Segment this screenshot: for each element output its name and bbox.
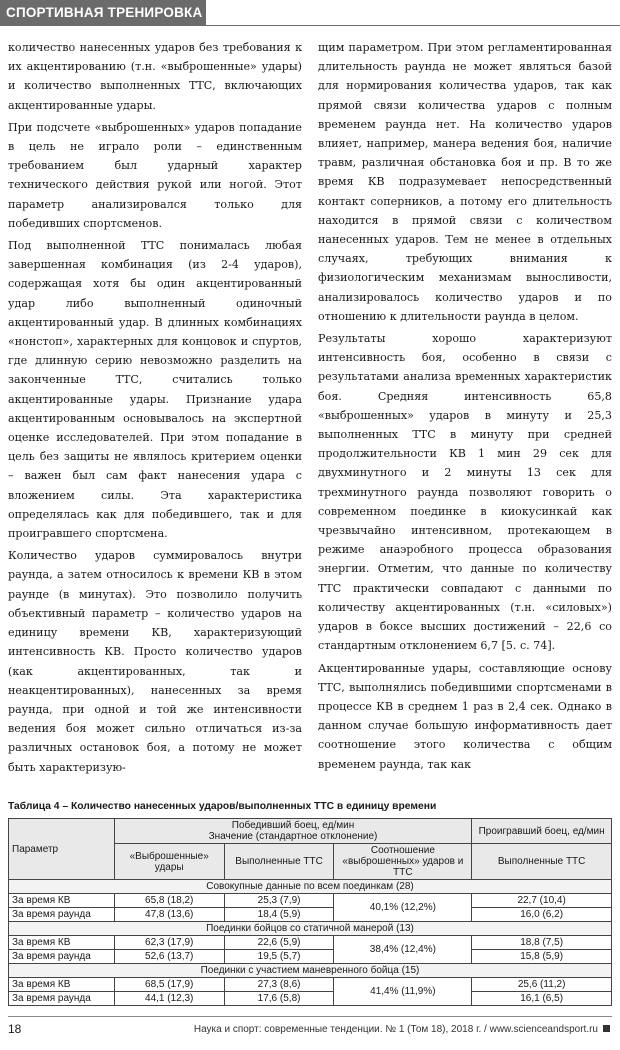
row-label: За время раунда [9,908,115,922]
winner-header [114,819,471,844]
left-text-column [8,38,302,780]
paragraph: Результаты хорошо характеризуют интенсивность боя, особенно в связи с результатами анализа временных характеристик боя. Средняя интенсивность 65,8 «выброшенных» ударов в минуту и 25,3 выполненных ТТС в минуту при средней продолжительности КВ 1 мин 29 сек для двухминутного и 2 минуты 13 сек для трехминутного раунда позволяют говорить о современном поединке в киокусинкай как чрезвычайно интенсивном, протекающем в режиме анаэробного процесса образования энергии. Отметим, что данные по количеству ТТС практически совпадают с данными по количеству акцентированных (т.н. «силовых») ударов в боксе высших достижений – 22,6 со стандартным отклонением 6,7 [5. с. 74]. [318,332,612,653]
cell-ratio: 41,4% (11,9%) [334,978,472,1006]
table-row [9,992,612,1006]
row-label: За время раунда [9,992,115,1006]
cell-loser-ttc: 18,8 (7,5) [472,936,612,950]
footer-rule [8,1016,612,1017]
group-title: Поединки бойцов со статичной манерой (13) [9,922,612,936]
cell-thrown: 68,5 (17,9) [114,978,224,992]
group-row [9,964,612,978]
cell-thrown: 62,3 (17,9) [114,936,224,950]
cell-loser-ttc: 25,6 (11,2) [472,978,612,992]
table-caption: Таблица 4 – Количество нанесенных ударов/выполненных ТТС в единицу времени [8,801,437,812]
cell-loser-ttc: 22,7 (10,4) [472,894,612,908]
cell-loser-ttc: 16,1 (6,5) [472,992,612,1006]
paragraph: количество нанесенных ударов без требования к их акцентированию (т.н. «выброшенные» удары) и количество выполненных ТТС, включающих акцентированные удары. [8,41,302,112]
thrown-strikes-header: «Выброшенные» удары [114,844,224,880]
table-row [9,894,612,908]
paragraph: При подсчете «выброшенных» ударов попадание в цель не играло роли – единственным требованием был ударный характер технического действия рукой или ногой. Этот параметр анализировался только для победивших спортсменов. [8,120,302,230]
paragraph: Акцентированные удары, составляющие основу ТТС, выполнялись победившими спортсменами в процессе КВ в среднем 1 раз в 2,4 сек. Однако в данном случае большую информативность дает соотношение этого количества с общим временем раунда, так как [318,661,612,771]
journal-info [194,1024,610,1035]
square-bullet-icon [603,1025,610,1032]
paragraph: Количество ударов суммировалось внутри раунда, а затем относилось к времени КВ в этом раунде (в минутах). Это позволило получить объективный параметр – количество ударов на единицу времени КВ, характеризующий интенсивность КВ. Просто количество ударов (как акцентированных, так и неакцентированных), нанесенных за время раунда, при одной и той же интенсивности ведения боя может сильно отличаться из-за различных остановок боя, а потому не может быть характеризую- [8,549,302,774]
table-row [9,978,612,992]
cell-winner-ttc: 22,6 (5,9) [224,936,334,950]
loser-ttc-header: Выполненные ТТС [472,844,612,880]
group-row [9,880,612,894]
cell-loser-ttc: 15,8 (5,9) [472,950,612,964]
page-number: 18 [8,1022,22,1036]
table-row [9,950,612,964]
results-table [8,818,612,1006]
group-row [9,922,612,936]
table-row [9,908,612,922]
header-rule [200,25,620,26]
cell-thrown: 44,1 (12,3) [114,992,224,1006]
param-header: Параметр [9,819,115,880]
winner-header-subtitle: Значение (стандартное отклонение) [208,831,378,842]
section-header: СПОРТИВНАЯ ТРЕНИРОВКА [0,0,206,26]
table-row [9,936,612,950]
paragraph: Под выполненной ТТС понималась любая завершенная комбинация (из 2-4 ударов), содержащая хотя бы один акцентированный удар либо выполненный одиночный акцентированный удар. В длинных комбинациях «нонстоп», характерных для концовок и спуртов, где длинную серию невозможно разделить на законченные ТТС, считались только акцентированные удары. Признание удара акцентированным основывалось на экспертной оценке исследователей. При этом попадание в цель без защиты не являлось критерием оценки – важен был сам факт нанесения удара с вложением силы. Эта характеристика определялась как для победившего, так и для проигравшего спортсмена. [8,239,302,541]
right-text-column [318,38,612,777]
row-label: За время КВ [9,894,115,908]
cell-winner-ttc: 27,3 (8,6) [224,978,334,992]
group-title: Поединки с участием маневренного бойца (15) [9,964,612,978]
winner-ttc-header: Выполненные ТТС [224,844,334,880]
cell-winner-ttc: 25,3 (7,9) [224,894,334,908]
row-label: За время КВ [9,936,115,950]
group-title: Совокупные данные по всем поединкам (28) [9,880,612,894]
row-label: За время раунда [9,950,115,964]
cell-thrown: 52,6 (13,7) [114,950,224,964]
table-header-row [9,819,612,844]
cell-thrown: 65,8 (18,2) [114,894,224,908]
winner-header-title: Победивший боец, ед/мин [231,820,355,831]
cell-loser-ttc: 16,0 (6,2) [472,908,612,922]
loser-header: Проигравший боец, ед/мин [472,819,612,844]
cell-winner-ttc: 19,5 (5,7) [224,950,334,964]
ratio-header: Соотношение «выброшенных» ударов и ТТС [334,844,472,880]
journal-citation: Наука и спорт: современные тенденции. № 1 (Том 18), 2018 г. / www.scienceandsport.ru [193,1024,598,1035]
cell-thrown: 47,8 (13,6) [114,908,224,922]
cell-winner-ttc: 17,6 (5,8) [224,992,334,1006]
paragraph: щим параметром. При этом регламентированная длительность раунда не может являться базой для нормирования количества ударов, так как прямой связи количества ударов с полным временем раунда нет. На количество ударов влияет, например, манера ведения боя, наличие травм, различная обстановка боя и пр. В то же время КВ подразумевает непосредственный контакт соперников, а потому его длительность находится в прямой связи с количеством нанесенных ударов. Тем не менее в отдельных случаях, требующих внимания к физиологическим механизмам выносливости, анализировалось количество ударов и по отношению к длительности раунда в целом. [318,41,612,323]
cell-ratio: 40,1% (12,2%) [334,894,472,922]
cell-winner-ttc: 18,4 (5,9) [224,908,334,922]
row-label: За время КВ [9,978,115,992]
cell-ratio: 38,4% (12,4%) [334,936,472,964]
